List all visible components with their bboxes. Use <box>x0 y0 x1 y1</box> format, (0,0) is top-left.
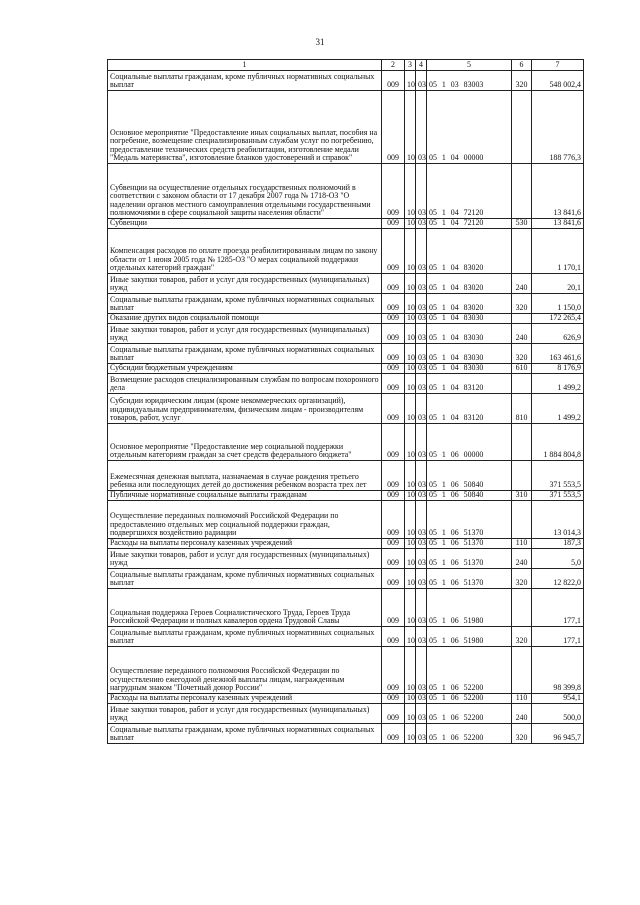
row-expense-type: 310 <box>512 491 532 501</box>
row-name: Социальные выплаты гражданам, кроме публичных нормативных социальных выплат <box>108 724 382 744</box>
row-section-code: 10 <box>405 219 416 229</box>
row-section-code: 10 <box>405 424 416 461</box>
row-ved-code: 009 <box>382 589 405 627</box>
row-amount: 13 841,6 <box>532 219 584 229</box>
row-target-article: 05 1 04 00000 <box>427 91 512 164</box>
col-header-4: 4 <box>416 60 427 71</box>
row-subsection-code: 03 <box>416 424 427 461</box>
row-expense-type: 240 <box>512 704 532 724</box>
row-amount: 177,1 <box>532 589 584 627</box>
row-ved-code: 009 <box>382 294 405 314</box>
row-subsection-code: 03 <box>416 539 427 549</box>
row-ved-code: 009 <box>382 374 405 394</box>
row-subsection-code: 03 <box>416 501 427 539</box>
row-ved-code: 009 <box>382 549 405 569</box>
row-name: Осуществление переданного полномочия Российской Федерации по осуществлению ежегодной денежной выплаты лицам, награжденным нагрудным знаком "Почетный донор России" <box>108 647 382 694</box>
row-target-article: 05 1 04 83120 <box>427 394 512 424</box>
row-expense-type <box>512 461 532 491</box>
row-name: Публичные нормативные социальные выплаты гражданам <box>108 491 382 501</box>
row-subsection-code: 03 <box>416 324 427 344</box>
row-amount: 187,3 <box>532 539 584 549</box>
row-target-article: 05 1 06 50840 <box>427 461 512 491</box>
row-subsection-code: 03 <box>416 647 427 694</box>
row-subsection-code: 03 <box>416 314 427 324</box>
table-row <box>108 229 584 274</box>
row-section-code: 10 <box>405 374 416 394</box>
row-ved-code: 009 <box>382 569 405 589</box>
row-name: Компенсация расходов по оплате проезда реабилитированным лицам по закону области от 1 июня 2005 года № 1285-ОЗ "О мерах социальной поддержки отдельных категорий граждан" <box>108 229 382 274</box>
row-name: Основное мероприятие "Предоставление мер социальной поддержки отдельным категориям граждан за счет средств федерального бюджета" <box>108 424 382 461</box>
row-expense-type: 240 <box>512 549 532 569</box>
table-row <box>108 704 584 724</box>
row-subsection-code: 03 <box>416 374 427 394</box>
row-name: Субсидии бюджетным учреждениям <box>108 364 382 374</box>
row-section-code: 10 <box>405 164 416 219</box>
table-row <box>108 589 584 627</box>
row-amount: 13 014,3 <box>532 501 584 539</box>
row-amount: 548 002,4 <box>532 71 584 91</box>
table-row <box>108 164 584 219</box>
row-name: Субвенции на осуществление отдельных государственных полномочий в соответствии с законом области от 17 декабря 2007 года № 1718-ОЗ "О наделении органов местного самоуправления отдельными государственными полномочиями в сфере социальной защиты населения области" <box>108 164 382 219</box>
row-name: Возмещение расходов специализированным службам по вопросам похоронного дела <box>108 374 382 394</box>
row-target-article: 05 1 06 51370 <box>427 539 512 549</box>
col-header-3: 3 <box>405 60 416 71</box>
row-amount: 500,0 <box>532 704 584 724</box>
table-body <box>108 71 584 744</box>
row-expense-type <box>512 374 532 394</box>
row-name: Социальные выплаты гражданам, кроме публичных нормативных социальных выплат <box>108 569 382 589</box>
table-row <box>108 424 584 461</box>
row-subsection-code: 03 <box>416 164 427 219</box>
row-subsection-code: 03 <box>416 724 427 744</box>
row-ved-code: 009 <box>382 229 405 274</box>
row-expense-type: 240 <box>512 274 532 294</box>
table-row <box>108 724 584 744</box>
table-row <box>108 694 584 704</box>
row-target-article: 05 1 06 51980 <box>427 589 512 627</box>
row-name: Субсидии юридическим лицам (кроме некоммерческих организаций), индивидуальным предпринимателям, физическим лицам - производителям товаров, работ, услуг <box>108 394 382 424</box>
row-section-code: 10 <box>405 314 416 324</box>
row-name: Иные закупки товаров, работ и услуг для государственных (муниципальных) нужд <box>108 274 382 294</box>
row-subsection-code: 03 <box>416 694 427 704</box>
header-row <box>108 60 584 71</box>
row-ved-code: 009 <box>382 394 405 424</box>
row-target-article: 05 1 04 83120 <box>427 374 512 394</box>
row-amount: 626,9 <box>532 324 584 344</box>
row-target-article: 05 1 06 51370 <box>427 569 512 589</box>
row-expense-type: 320 <box>512 627 532 647</box>
row-expense-type <box>512 229 532 274</box>
table-row <box>108 274 584 294</box>
row-section-code: 10 <box>405 394 416 424</box>
row-name: Иные закупки товаров, работ и услуг для государственных (муниципальных) нужд <box>108 704 382 724</box>
row-name: Социальные выплаты гражданам, кроме публичных нормативных социальных выплат <box>108 344 382 364</box>
table-row <box>108 627 584 647</box>
row-target-article: 05 1 06 52200 <box>427 694 512 704</box>
table-row <box>108 461 584 491</box>
row-amount: 20,1 <box>532 274 584 294</box>
row-expense-type <box>512 647 532 694</box>
row-amount: 1 150,0 <box>532 294 584 314</box>
row-amount: 177,1 <box>532 627 584 647</box>
row-target-article: 05 1 04 83030 <box>427 344 512 364</box>
row-ved-code: 009 <box>382 324 405 344</box>
table-row <box>108 294 584 314</box>
row-ved-code: 009 <box>382 704 405 724</box>
row-section-code: 10 <box>405 694 416 704</box>
row-expense-type: 810 <box>512 394 532 424</box>
row-section-code: 10 <box>405 324 416 344</box>
row-subsection-code: 03 <box>416 294 427 314</box>
row-expense-type: 110 <box>512 539 532 549</box>
row-subsection-code: 03 <box>416 627 427 647</box>
row-target-article: 05 1 04 83020 <box>427 229 512 274</box>
row-subsection-code: 03 <box>416 569 427 589</box>
table-row <box>108 314 584 324</box>
row-ved-code: 009 <box>382 501 405 539</box>
row-target-article: 05 1 03 83003 <box>427 71 512 91</box>
row-amount: 163 461,6 <box>532 344 584 364</box>
row-expense-type: 320 <box>512 294 532 314</box>
row-name: Социальные выплаты гражданам, кроме публичных нормативных социальных выплат <box>108 294 382 314</box>
row-name: Субвенции <box>108 219 382 229</box>
row-target-article: 05 1 04 72120 <box>427 164 512 219</box>
row-target-article: 05 1 06 51370 <box>427 549 512 569</box>
row-target-article: 05 1 04 83020 <box>427 294 512 314</box>
row-name: Социальная поддержка Героев Социалистического Труда, Героев Труда Российской Федерации и полных кавалеров ордена Трудовой Славы <box>108 589 382 627</box>
row-subsection-code: 03 <box>416 229 427 274</box>
row-amount: 13 841,6 <box>532 164 584 219</box>
row-expense-type <box>512 91 532 164</box>
table-row <box>108 91 584 164</box>
row-expense-type: 320 <box>512 71 532 91</box>
table-row <box>108 549 584 569</box>
row-amount: 371 553,5 <box>532 491 584 501</box>
row-section-code: 10 <box>405 539 416 549</box>
row-ved-code: 009 <box>382 724 405 744</box>
row-section-code: 10 <box>405 229 416 274</box>
row-section-code: 10 <box>405 461 416 491</box>
row-expense-type: 320 <box>512 344 532 364</box>
row-ved-code: 009 <box>382 344 405 364</box>
col-header-1: 1 <box>108 60 382 71</box>
row-expense-type <box>512 314 532 324</box>
table-row <box>108 71 584 91</box>
col-header-2: 2 <box>382 60 405 71</box>
row-expense-type: 610 <box>512 364 532 374</box>
row-section-code: 10 <box>405 491 416 501</box>
row-section-code: 10 <box>405 549 416 569</box>
table-row <box>108 344 584 364</box>
row-subsection-code: 03 <box>416 219 427 229</box>
col-header-5: 5 <box>427 60 512 71</box>
row-expense-type: 240 <box>512 324 532 344</box>
table-row <box>108 539 584 549</box>
row-section-code: 10 <box>405 274 416 294</box>
row-amount: 5,0 <box>532 549 584 569</box>
row-target-article: 05 1 06 52200 <box>427 724 512 744</box>
row-expense-type: 320 <box>512 569 532 589</box>
row-section-code: 10 <box>405 91 416 164</box>
table-row <box>108 501 584 539</box>
row-section-code: 10 <box>405 344 416 364</box>
row-target-article: 05 1 04 83030 <box>427 324 512 344</box>
table-row <box>108 219 584 229</box>
row-ved-code: 009 <box>382 694 405 704</box>
table-row <box>108 364 584 374</box>
row-subsection-code: 03 <box>416 549 427 569</box>
col-header-7: 7 <box>532 60 584 71</box>
row-subsection-code: 03 <box>416 491 427 501</box>
row-name: Иные закупки товаров, работ и услуг для государственных (муниципальных) нужд <box>108 549 382 569</box>
table-row <box>108 491 584 501</box>
row-target-article: 05 1 06 51980 <box>427 627 512 647</box>
row-name: Основное мероприятие "Предоставление иных социальных выплат, пособия на погребение, возмещение специализированным службам услуг по погребению, предоставление технических средств реабилитации, изготовление медали "Медаль материнства", изготовление бланков удостоверений и справок" <box>108 91 382 164</box>
row-subsection-code: 03 <box>416 91 427 164</box>
row-ved-code: 009 <box>382 627 405 647</box>
row-name: Расходы на выплаты персоналу казенных учреждений <box>108 539 382 549</box>
row-section-code: 10 <box>405 71 416 91</box>
row-name: Осуществление переданных полномочий Российской Федерации по предоставлению отдельных мер социальной поддержки граждан, подвергшихся воздействию радиации <box>108 501 382 539</box>
row-target-article: 05 1 06 51370 <box>427 501 512 539</box>
row-ved-code: 009 <box>382 219 405 229</box>
row-amount: 172 265,4 <box>532 314 584 324</box>
row-amount: 188 776,3 <box>532 91 584 164</box>
row-name: Иные закупки товаров, работ и услуг для государственных (муниципальных) нужд <box>108 324 382 344</box>
row-name: Социальные выплаты гражданам, кроме публичных нормативных социальных выплат <box>108 627 382 647</box>
row-ved-code: 009 <box>382 647 405 694</box>
row-expense-type: 320 <box>512 724 532 744</box>
row-expense-type <box>512 501 532 539</box>
row-ved-code: 009 <box>382 424 405 461</box>
row-section-code: 10 <box>405 704 416 724</box>
col-header-6: 6 <box>512 60 532 71</box>
row-ved-code: 009 <box>382 164 405 219</box>
row-ved-code: 009 <box>382 274 405 294</box>
row-section-code: 10 <box>405 647 416 694</box>
row-name: Расходы на выплаты персоналу казенных учреждений <box>108 694 382 704</box>
row-amount: 96 945,7 <box>532 724 584 744</box>
table-row <box>108 374 584 394</box>
row-subsection-code: 03 <box>416 461 427 491</box>
row-subsection-code: 03 <box>416 274 427 294</box>
row-amount: 1 499,2 <box>532 394 584 424</box>
row-expense-type <box>512 424 532 461</box>
row-section-code: 10 <box>405 364 416 374</box>
row-name: Социальные выплаты гражданам, кроме публичных нормативных социальных выплат <box>108 71 382 91</box>
row-target-article: 05 1 04 83030 <box>427 364 512 374</box>
row-section-code: 10 <box>405 569 416 589</box>
row-amount: 954,1 <box>532 694 584 704</box>
row-subsection-code: 03 <box>416 394 427 424</box>
row-section-code: 10 <box>405 724 416 744</box>
row-subsection-code: 03 <box>416 704 427 724</box>
table-row <box>108 569 584 589</box>
row-ved-code: 009 <box>382 71 405 91</box>
row-ved-code: 009 <box>382 539 405 549</box>
row-ved-code: 009 <box>382 91 405 164</box>
budget-table <box>107 59 584 744</box>
row-target-article: 05 1 04 83030 <box>427 314 512 324</box>
row-ved-code: 009 <box>382 314 405 324</box>
row-amount: 8 176,9 <box>532 364 584 374</box>
row-expense-type <box>512 589 532 627</box>
row-subsection-code: 03 <box>416 71 427 91</box>
row-target-article: 05 1 04 83020 <box>427 274 512 294</box>
page-number: 31 <box>315 37 325 47</box>
row-target-article: 05 1 06 52200 <box>427 704 512 724</box>
row-amount: 371 553,5 <box>532 461 584 491</box>
row-section-code: 10 <box>405 501 416 539</box>
row-subsection-code: 03 <box>416 344 427 364</box>
row-name: Оказание других видов социальной помощи <box>108 314 382 324</box>
row-section-code: 10 <box>405 627 416 647</box>
row-amount: 12 822,0 <box>532 569 584 589</box>
row-subsection-code: 03 <box>416 589 427 627</box>
row-expense-type: 530 <box>512 219 532 229</box>
row-expense-type: 110 <box>512 694 532 704</box>
row-target-article: 05 1 06 00000 <box>427 424 512 461</box>
row-amount: 1 499,2 <box>532 374 584 394</box>
row-ved-code: 009 <box>382 491 405 501</box>
row-subsection-code: 03 <box>416 364 427 374</box>
row-section-code: 10 <box>405 589 416 627</box>
row-target-article: 05 1 06 50840 <box>427 491 512 501</box>
row-ved-code: 009 <box>382 461 405 491</box>
table-row <box>108 324 584 344</box>
row-target-article: 05 1 06 52200 <box>427 647 512 694</box>
row-name: Ежемесячная денежная выплата, назначаемая в случае рождения третьего ребенка или последующих детей до достижения ребенком возраста трех лет <box>108 461 382 491</box>
row-amount: 1 884 804,8 <box>532 424 584 461</box>
row-expense-type <box>512 164 532 219</box>
row-amount: 98 399,8 <box>532 647 584 694</box>
row-target-article: 05 1 04 72120 <box>427 219 512 229</box>
table-row <box>108 394 584 424</box>
row-section-code: 10 <box>405 294 416 314</box>
table-row <box>108 647 584 694</box>
row-ved-code: 009 <box>382 364 405 374</box>
row-amount: 1 170,1 <box>532 229 584 274</box>
